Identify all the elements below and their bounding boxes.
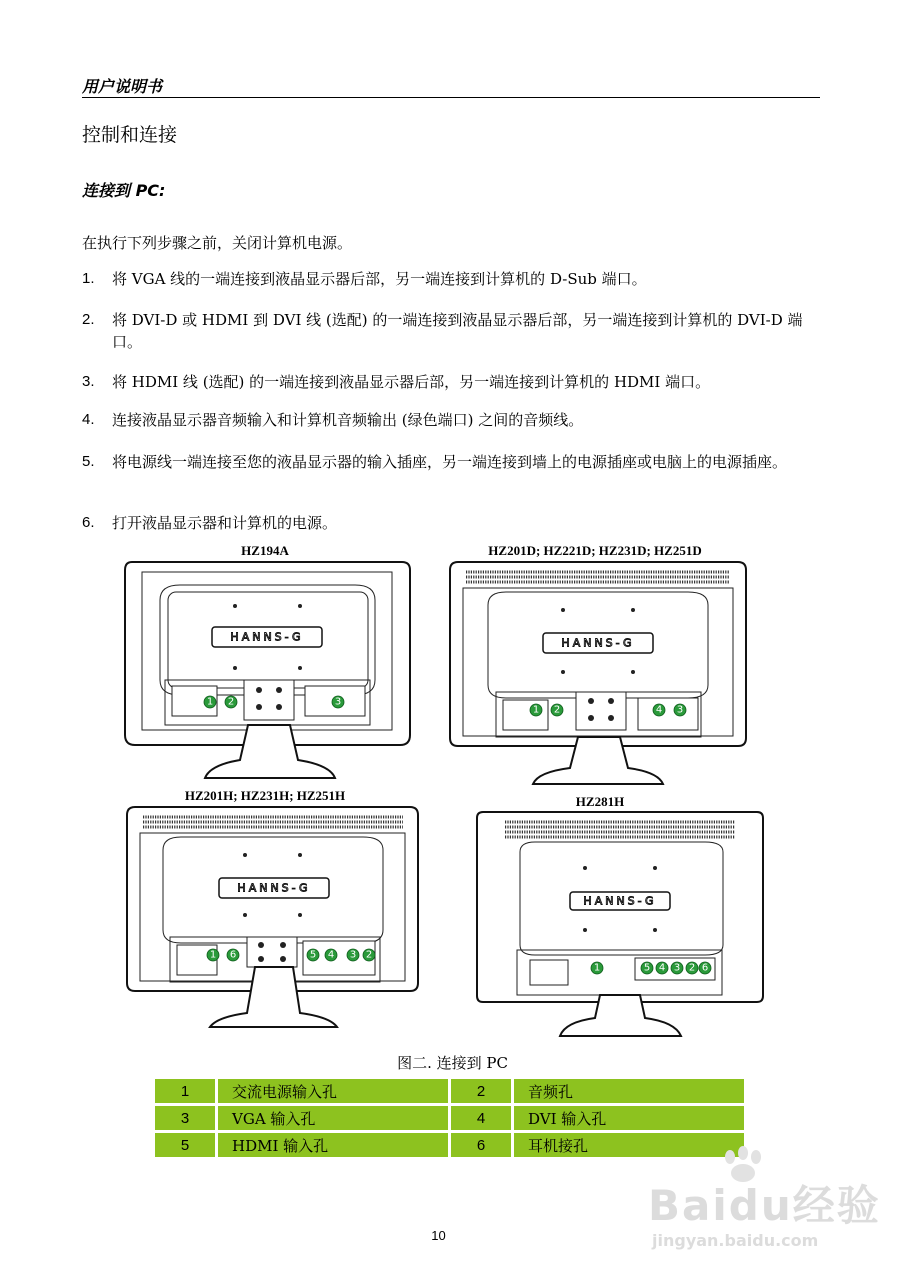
- monitor-label-hz194a: HZ194A: [241, 543, 289, 558]
- svg-text:2: 2: [688, 962, 696, 974]
- marker-3: [332, 696, 344, 708]
- step-number: 1.: [82, 270, 95, 287]
- svg-text:3: 3: [676, 704, 684, 716]
- monitor-hz281h-diagram: [475, 810, 765, 1045]
- hanns-g-logo: HANNS-G: [237, 881, 311, 895]
- step-number: 5.: [82, 453, 95, 470]
- marker-3: [347, 949, 359, 961]
- marker-4: [653, 704, 665, 716]
- monitor-hz201d-diagram: [448, 560, 748, 785]
- step-number: 4.: [82, 411, 95, 428]
- hanns-g-logo: HANNS-G: [561, 636, 635, 650]
- step-1: [82, 268, 822, 290]
- marker-1: [207, 949, 219, 961]
- legend-description: 音频孔: [514, 1079, 744, 1103]
- legend-number: 6: [451, 1133, 511, 1157]
- hanns-g-logo: HANNS-G: [230, 630, 304, 644]
- legend-description: HDMI 输入孔: [218, 1133, 448, 1157]
- legend-number: 4: [451, 1106, 511, 1130]
- step-5: [82, 451, 822, 495]
- marker-5: [307, 949, 319, 961]
- watermark-text: Baidu经验: [648, 1181, 881, 1230]
- header-rule: [82, 97, 820, 98]
- svg-text:1: 1: [206, 696, 214, 708]
- svg-text:1: 1: [593, 962, 601, 974]
- legend-number: 1: [155, 1079, 215, 1103]
- monitor-label-hz281h: HZ281H: [575, 794, 625, 809]
- step-4: [82, 409, 822, 431]
- page-number: 10: [431, 1228, 446, 1243]
- step-number: 3.: [82, 373, 95, 390]
- legend-number: 3: [155, 1106, 215, 1130]
- svg-text:2: 2: [365, 949, 373, 961]
- svg-text:6: 6: [701, 962, 709, 974]
- step-text: 将电源线一端连接至您的液晶显示器的输入插座，另一端连接到墙上的电源插座或电脑上的电源插座。: [112, 453, 788, 471]
- step-number: 2.: [82, 311, 95, 328]
- document-header: 用户说明书: [82, 77, 163, 96]
- svg-text:6: 6: [229, 949, 237, 961]
- marker-3: [671, 962, 683, 974]
- svg-text:4: 4: [327, 949, 335, 961]
- legend-description: 耳机接孔: [514, 1133, 744, 1157]
- legend-number: 2: [451, 1079, 511, 1103]
- legend-description: DVI 输入孔: [514, 1106, 744, 1130]
- marker-3: [674, 704, 686, 716]
- legend-description: VGA 输入孔: [218, 1106, 448, 1130]
- marker-4: [325, 949, 337, 961]
- marker-1: [591, 962, 603, 974]
- monitor-label-hz201d: HZ201D; HZ221D; HZ231D; HZ251D: [488, 543, 702, 558]
- svg-text:1: 1: [209, 949, 217, 961]
- svg-text:4: 4: [655, 704, 663, 716]
- intro-text: 在执行下列步骤之前，关闭计算机电源。: [82, 234, 353, 252]
- marker-6: [699, 962, 711, 974]
- step-text: 连接液晶显示器音频输入和计算机音频输出 (绿色端口) 之间的音频线。: [112, 411, 584, 429]
- legend-number: 5: [155, 1133, 215, 1157]
- monitor-label-hz201h: HZ201H; HZ231H; HZ251H: [184, 788, 346, 803]
- step-text: 将 HDMI 线 (选配) 的一端连接到液晶显示器后部，另一端连接到计算机的 HDMI 端口。: [112, 373, 711, 391]
- marker-5: [641, 962, 653, 974]
- section-title: 控制和连接: [82, 124, 178, 146]
- svg-text:3: 3: [673, 962, 681, 974]
- marker-4: [656, 962, 668, 974]
- svg-text:5: 5: [643, 962, 651, 974]
- table-row: [155, 1106, 744, 1130]
- sub-title: 连接到 PC:: [82, 181, 166, 200]
- svg-text:5: 5: [309, 949, 317, 961]
- svg-text:2: 2: [227, 696, 235, 708]
- svg-text:4: 4: [658, 962, 666, 974]
- step-6: [82, 512, 822, 534]
- step-3: [82, 371, 822, 393]
- svg-text:3: 3: [349, 949, 357, 961]
- step-text: 将 VGA 线的一端连接到液晶显示器后部，另一端连接到计算机的 D-Sub 端口。: [112, 270, 647, 288]
- step-number: 6.: [82, 514, 95, 531]
- legend-description: 交流电源输入孔: [218, 1079, 448, 1103]
- figure-caption: 图二. 连接到 PC: [397, 1054, 508, 1072]
- monitor-hz201h-diagram: [125, 805, 420, 1030]
- marker-6: [227, 949, 239, 961]
- step-text: 将 DVI-D 或 HDMI 到 DVI 线 (选配) 的一端连接到液晶显示器后部，另一端连接到计算机的 DVI-D 端口。: [112, 311, 803, 351]
- svg-text:1: 1: [532, 704, 540, 716]
- svg-text:3: 3: [334, 696, 342, 708]
- marker-1: [530, 704, 542, 716]
- marker-2: [363, 949, 375, 961]
- table-row: [155, 1079, 744, 1103]
- step-text: 打开液晶显示器和计算机的电源。: [112, 514, 338, 532]
- marker-2: [551, 704, 563, 716]
- monitor-hz194a-diagram: [120, 560, 415, 785]
- svg-text:2: 2: [553, 704, 561, 716]
- marker-1: [204, 696, 216, 708]
- step-2: [82, 309, 822, 353]
- hanns-g-logo: HANNS-G: [583, 894, 657, 908]
- marker-2: [686, 962, 698, 974]
- marker-2: [225, 696, 237, 708]
- watermark-url: jingyan.baidu.com: [652, 1231, 819, 1250]
